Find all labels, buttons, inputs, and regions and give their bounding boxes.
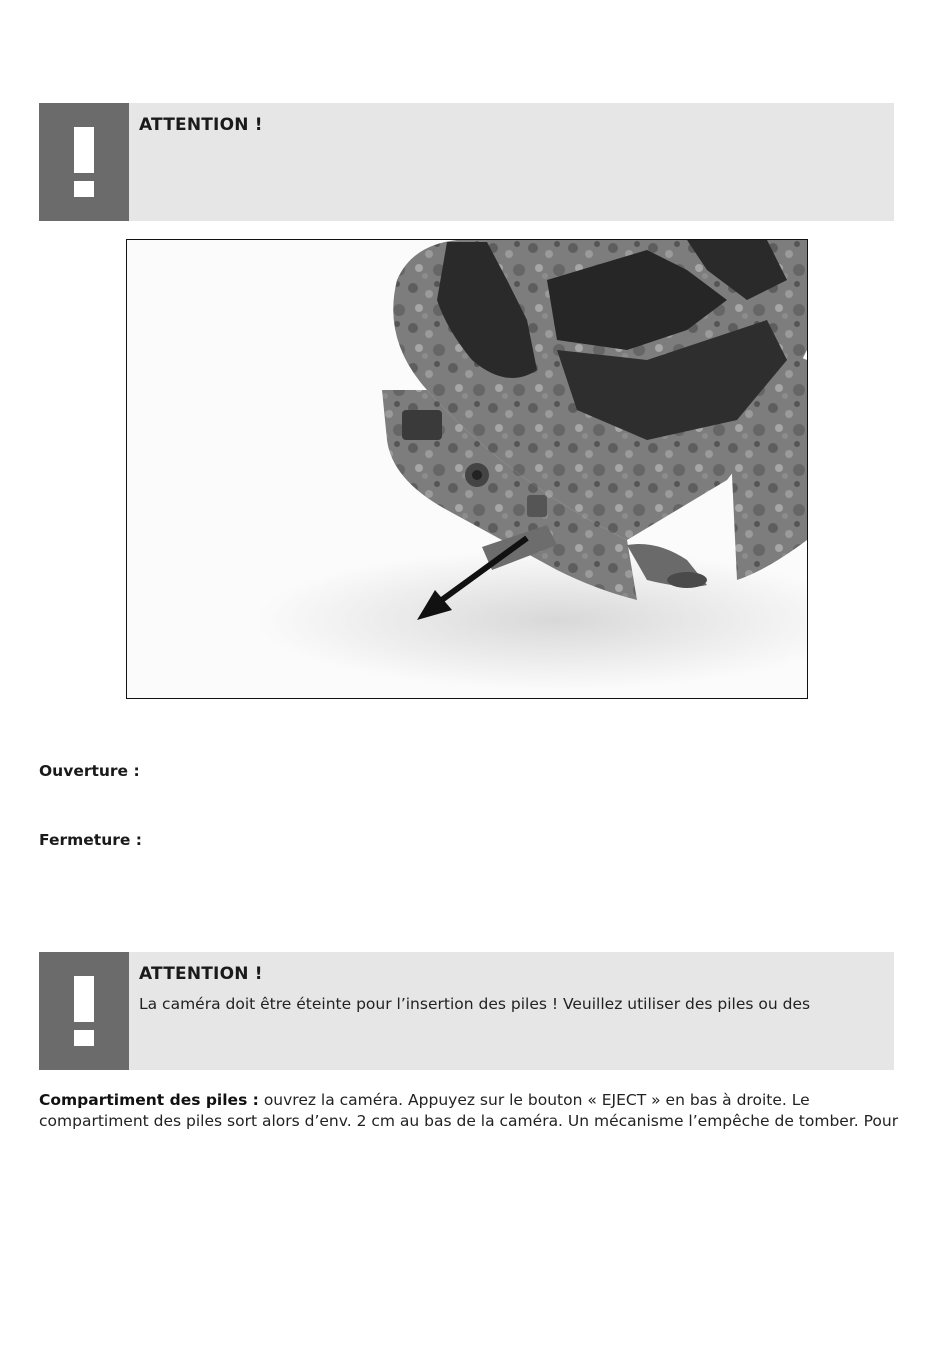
attention-notice-top	[39, 103, 894, 221]
notice-bar	[39, 103, 129, 221]
notice-title: ATTENTION !	[139, 964, 263, 984]
paragraph-label: Compartiment des piles :	[39, 1091, 259, 1109]
notice-title: ATTENTION !	[139, 115, 263, 135]
paragraph-text: ouvrez la caméra. Appuyez sur le bouton « EJECT » en bas à droite. Le	[258, 1091, 810, 1109]
closing-label: Fermeture :	[39, 831, 142, 849]
battery-compartment-paragraph	[39, 1090, 899, 1132]
exclamation-icon	[39, 103, 129, 221]
attention-notice-bottom	[39, 952, 894, 1070]
exclamation-icon	[39, 952, 129, 1070]
notice-text: La caméra doit être éteinte pour l’insertion des piles ! Veuillez utiliser des piles ou des	[139, 995, 811, 1013]
notice-bar	[39, 952, 129, 1070]
camera-photo	[127, 240, 807, 698]
camera-figure	[126, 239, 808, 699]
opening-label: Ouverture :	[39, 762, 140, 780]
paragraph-line-1	[39, 1090, 899, 1111]
paragraph-line-2: compartiment des piles sort alors d’env. 2 cm au bas de la caméra. Un mécanisme l’empêche de tomber. Pour	[39, 1112, 899, 1130]
